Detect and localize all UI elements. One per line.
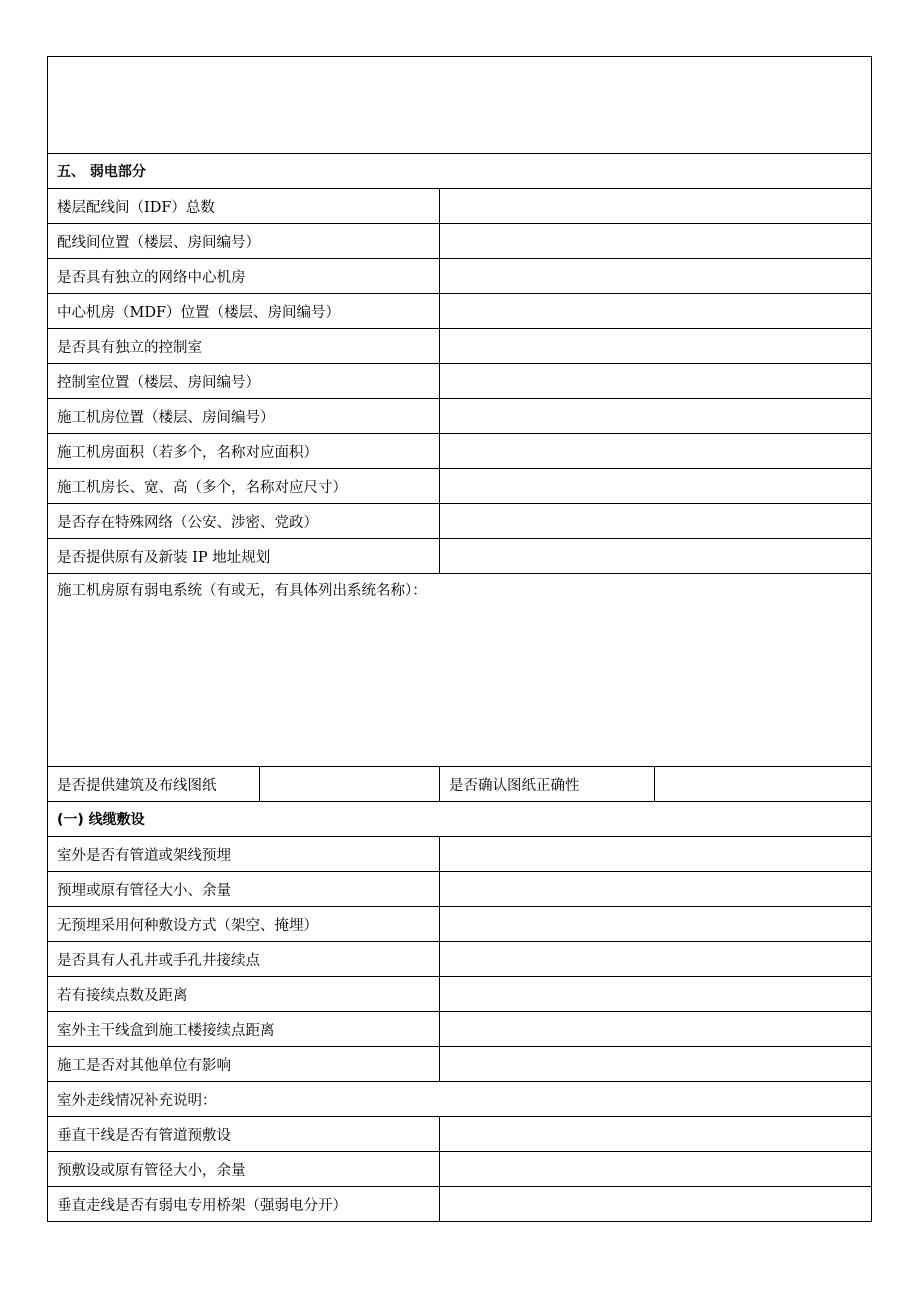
form-row [48,469,871,504]
field-value-cell[interactable] [439,434,871,468]
form-row [48,1152,871,1187]
field-value-cell[interactable] [439,224,871,258]
field-value-cell[interactable] [439,872,871,906]
form-row [48,434,871,469]
field-value-cell[interactable] [439,837,871,871]
field-value-cell[interactable] [439,364,871,398]
form-row [48,189,871,224]
field-value-cell[interactable] [439,329,871,363]
form-row [48,872,871,907]
form-row [48,1012,871,1047]
field-label: 是否具有独立的网络中心机房 [57,269,246,286]
provide-drawings-value[interactable] [259,767,439,801]
field-value-cell[interactable] [439,399,871,433]
form-row [48,364,871,399]
field-label: 预敷设或原有管径大小，余量 [57,1162,246,1179]
field-value-cell[interactable] [439,1012,871,1046]
field-label: 若有接续点数及距离 [57,987,188,1004]
field-value-cell[interactable] [439,189,871,223]
field-value-cell[interactable] [439,1187,871,1221]
provide-drawings-label: 是否提供建筑及布线图纸 [57,777,217,794]
form-row [48,504,871,539]
field-label: 施工机房位置（楼层、房间编号） [57,409,275,426]
field-value-cell[interactable] [439,539,871,573]
field-label: 预埋或原有管径大小、余量 [57,882,231,899]
field-label: 施工是否对其他单位有影响 [57,1057,231,1074]
section-cable-title: (一) 线缆敷设 [57,812,145,828]
existing-systems-cell[interactable]: 施工机房原有弱电系统（有或无，有具体列出系统名称）： [57,583,427,599]
survey-form-table [47,56,872,1222]
field-value-cell[interactable] [439,1047,871,1081]
form-row [48,399,871,434]
field-value-cell[interactable] [439,504,871,538]
field-label: 无预埋采用何种敷设方式（架空、掩埋） [57,917,318,934]
form-row [48,1187,871,1222]
field-value-cell[interactable] [439,1117,871,1151]
field-label: 是否提供原有及新装 IP 地址规划 [57,549,271,566]
field-label: 楼层配线间（IDF）总数 [57,199,215,216]
existing-systems-row [48,574,871,767]
section-header-row [48,154,871,189]
field-value-cell[interactable] [439,977,871,1011]
field-label: 是否存在特殊网络（公安、涉密、党政） [57,514,318,531]
outdoor-note-cell[interactable]: 室外走线情况补充说明： [57,1092,217,1109]
field-value-cell[interactable] [439,469,871,503]
field-label: 室外是否有管道或架线预埋 [57,847,231,864]
section-weak-title: 五、 弱电部分 [57,164,146,180]
field-value-cell[interactable] [439,907,871,941]
field-value-cell[interactable] [439,942,871,976]
form-row [48,1117,871,1152]
drawings-row [48,767,871,802]
field-value-cell[interactable] [439,259,871,293]
field-label: 施工机房长、宽、高（多个，名称对应尺寸） [57,479,347,496]
field-label: 垂直走线是否有弱电专用桥架（强弱电分开） [57,1197,347,1214]
field-label: 室外主干线盒到施工楼接续点距离 [57,1022,275,1039]
blank-notes-row [48,57,871,154]
form-row [48,329,871,364]
form-row [48,224,871,259]
outdoor-note-row [48,1082,871,1117]
field-label: 控制室位置（楼层、房间编号） [57,374,260,391]
field-value-cell[interactable] [439,1152,871,1186]
field-label: 垂直干线是否有管道预敷设 [57,1127,231,1144]
field-value-cell[interactable] [439,294,871,328]
form-row [48,837,871,872]
field-label: 是否具有独立的控制室 [57,339,202,356]
field-label: 是否具有人孔井或手孔井接续点 [57,952,260,969]
form-row [48,259,871,294]
form-row [48,1047,871,1082]
form-row [48,539,871,574]
form-row [48,907,871,942]
blank-notes-cell[interactable] [48,57,871,153]
form-row [48,294,871,329]
confirm-drawings-value[interactable] [654,767,871,801]
form-row [48,977,871,1012]
form-row [48,942,871,977]
field-label: 施工机房面积（若多个，名称对应面积） [57,444,318,461]
section-header-row [48,802,871,837]
confirm-drawings-label: 是否确认图纸正确性 [439,767,654,801]
field-label: 配线间位置（楼层、房间编号） [57,234,260,251]
field-label: 中心机房（MDF）位置（楼层、房间编号） [57,304,341,321]
